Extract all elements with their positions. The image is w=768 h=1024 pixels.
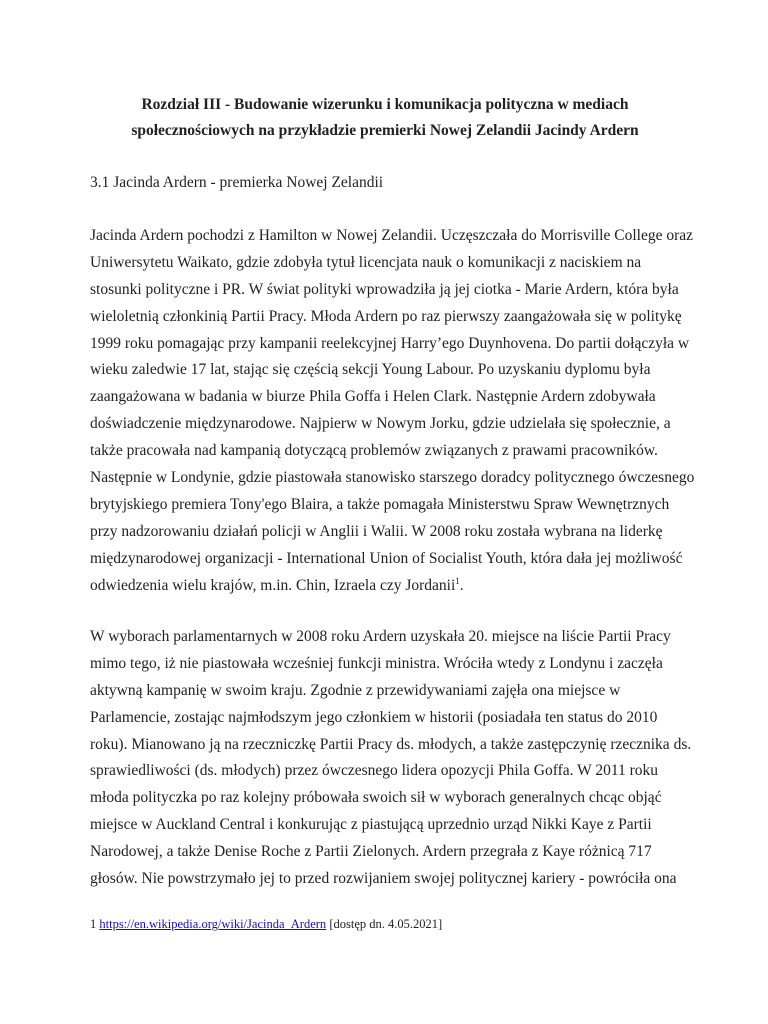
paragraph-line: Następnie w Londynie, gdzie piastowała stanowisko starszego doradcy politycznego ówczesnego [90, 469, 695, 487]
section-heading: 3.1 Jacinda Ardern - premierka Nowej Zelandii [90, 174, 384, 191]
paragraph-last-line: odwiedzenia wielu krajów, m.in. Chin, Izraela czy Jordanii$^1$. [90, 575, 464, 594]
paragraph-line: stosunki polityczne i PR. W świat polityki wprowadziła ją jej ciotka - Marie Ardern, która była [90, 280, 679, 298]
paragraph-1 [90, 223, 695, 599]
paragraph-line: także pracowała nad kampanią dotyczącą problemów związanych z prawami pracowników. [90, 442, 658, 460]
paragraph-line: miejsce w Auckland Central i konkurując z piastującą uprzednio urząd Nikki Kaye z Partii [90, 816, 652, 834]
paragraph-last-line-text: odwiedzenia wielu krajów, m.in. Chin, Izraela czy Jordanii [90, 576, 456, 594]
paragraph-line: Parlamencie, zostając najmłodszym jego członkiem w historii (posiadała ten status do 2010 [90, 708, 658, 726]
paragraph-line: Jacinda Ardern pochodzi z Hamilton w Nowej Zelandii. Uczęszczała do Morrisville College oraz [90, 227, 693, 244]
paragraph-line: aktywną kampanię w swoim kraju. Zgodnie z przewidywaniami zajęła ona miejsce w [90, 681, 621, 699]
footnote-number: 1 [90, 917, 97, 931]
paragraph-line: przy nadzorowaniu działań policji w Anglii i Walii. W 2008 roku została wybrana na liderkę [90, 522, 663, 540]
paragraph-line: sprawiedliwości (ds. młodych) przez ówczesnego lidera opozycji Phila Goffa. W 2011 roku [90, 762, 659, 780]
paragraph-2 [90, 624, 690, 893]
paragraph-line: zaangażowana w badania w biurze Phila Goffa i Helen Clark. Następnie Ardern zdobywała [90, 388, 656, 406]
paragraph-line: Narodowej, a także Denise Roche z Partii Zielonych. Ardern przegrała z Kaye różnicą 717 [90, 843, 652, 861]
footnote [90, 914, 442, 934]
chapter-title [90, 92, 680, 144]
paragraph-line: międzynarodowej organizacji - International Union of Socialist Youth, która dała jej możliwość [90, 549, 683, 567]
paragraph-line: doświadczenie międzynarodowe. Najpierw w Nowym Jorku, gdzie udzielała się społecznie, a [90, 415, 671, 433]
paragraph-line: głosów. Nie powstrzymało jej to przed rozwijaniem swojej politycznej kariery - powróciła ona [90, 870, 677, 888]
footnote-access-date: [dostęp dn. 4.05.2021] [329, 917, 443, 931]
paragraph-line: mimo tego, iż nie piastowała wcześniej funkcji ministra. Wróciła wtedy z Londynu i zaczęła [90, 654, 663, 672]
paragraph-line: roku). Mianowano ją na rzeczniczkę Partii Pracy ds. młodych, a także zastępczynię rzecznika ds. [90, 735, 692, 753]
footnote-reference[interactable]: 1 [455, 575, 460, 586]
paragraph-line: wieku zaledwie 17 lat, stając się częścią sekcji Young Labour. Po uzyskaniu dyplomu była [90, 361, 651, 379]
paragraph-line: W wyborach parlamentarnych w 2008 roku Ardern uzyskała 20. miejsce na liście Partii Pracy [90, 628, 671, 645]
paragraph-line: Uniwersytetu Waikato, gdzie zdobyła tytuł licencjata nauk o komunikacji z naciskiem na [90, 253, 642, 271]
paragraph-line: młoda polityczka po raz kolejny próbowała swoich sił w wyborach generalnych chcąc objąć [90, 789, 662, 807]
paragraph-line: wieloletnią członkinią Partii Pracy. Młoda Ardern po raz pierwszy zaangażowała się w politykę [90, 307, 682, 325]
paragraph-line: brytyjskiego premiera Tony'ego Blaira, a także pomagała Ministerstwu Spraw Wewnętrznych [90, 495, 670, 513]
paragraph-line: 1999 roku pomagając przy kampanii reelekcyjnej Harry’ego Duynhovena. Do partii dołączyła w [90, 334, 690, 352]
chapter-title-line-2: społecznościowych na przykładzie premierki Nowej Zelandii Jacindy Ardern [131, 122, 639, 139]
footnote-link[interactable]: https://en.wikipedia.org/wiki/Jacinda_Ardern [99, 917, 327, 931]
chapter-title-line-1: Rozdział III - Budowanie wizerunku i komunikacja polityczna w mediach [141, 96, 629, 113]
